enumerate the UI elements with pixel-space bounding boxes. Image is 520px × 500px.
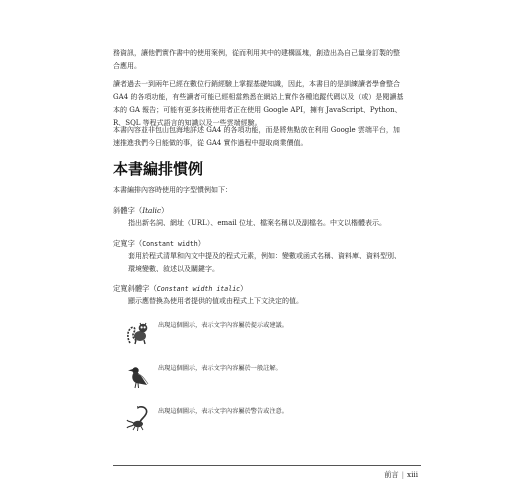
convention-desc-constant-width-italic: 顯示應替換為使用者提供的值或由程式上下文決定的值。	[128, 297, 303, 305]
section-heading: 本書編排慣例	[113, 160, 204, 178]
convention-term-constant-width: 定寬字（Constant width）	[113, 239, 206, 248]
convention-term-label: 定寬字	[113, 239, 135, 248]
crow-note-icon	[125, 362, 151, 390]
convention-term-example: Constant width italic	[156, 285, 241, 293]
paragraph-audience: 讀者過去一到兩年已經在數位行銷經驗上掌握基礎知識，因此，本書目的是訓練讀者學會整合 GA4 的各項功能，有些讀者可能已經相當熟悉在網站上實作各種追蹤代碼以及（或）是閱讀基本的 GA 報告；可能有更多技術使用者正在使用 Google API，擁有 JavaScript、Python、R、SQL 等程式語言的知識以及一些雲端經驗。	[113, 80, 404, 127]
footer-separator: |	[401, 470, 405, 479]
lemur-tip-icon	[125, 318, 151, 346]
convention-desc-italic: 指出新名詞、網址（URL）、email 位址、檔案名稱以及副檔名。中文以楷體表示。	[128, 219, 386, 227]
note-tip-text: 出現這個圖示，表示文字內容屬於提示或建議。	[158, 322, 288, 329]
convention-term-italic: 斜體字（Italic）	[113, 206, 169, 215]
paragraph-scope: 本書內容並非包山包海地詳述 GA4 的各項功能，而是將焦點放在利用 Google 雲端平台，加速推進我們今日能做的事，從 GA4 實作過程中提取商業價值。	[113, 126, 400, 147]
convention-term-label: 斜體字	[113, 206, 135, 215]
note-warning-text: 出現這個圖示，表示文字內容屬於警告或注意。	[158, 408, 288, 415]
convention-term-example: Constant width	[142, 240, 198, 248]
footer-section: 前言	[384, 470, 399, 479]
convention-desc-constant-width: 套用於程式清單和內文中提及的程式元素，例如：變數或函式名稱、資料庫、資料型別、環境變數、敘述以及關鍵字。	[128, 252, 401, 273]
note-general-text: 出現這個圖示，表示文字內容屬於一般註解。	[158, 365, 282, 372]
convention-term-label: 定寬斜體字	[113, 284, 150, 293]
scorpion-warning-icon	[125, 404, 151, 432]
page-number: xiii	[407, 470, 418, 479]
conventions-intro: 本書編排內容時使用的字型慣例如下：	[113, 186, 232, 194]
convention-term-example: Italic	[142, 206, 162, 215]
footer-rule	[113, 465, 421, 466]
paragraph-continued: 務資訊，讓他們實作書中的使用案例，從而利用其中的建構區塊，創造出為自己量身訂製的整合應用。	[113, 49, 400, 70]
convention-term-constant-width-italic: 定寬斜體字（Constant width italic）	[113, 284, 248, 293]
page-footer	[384, 470, 418, 480]
